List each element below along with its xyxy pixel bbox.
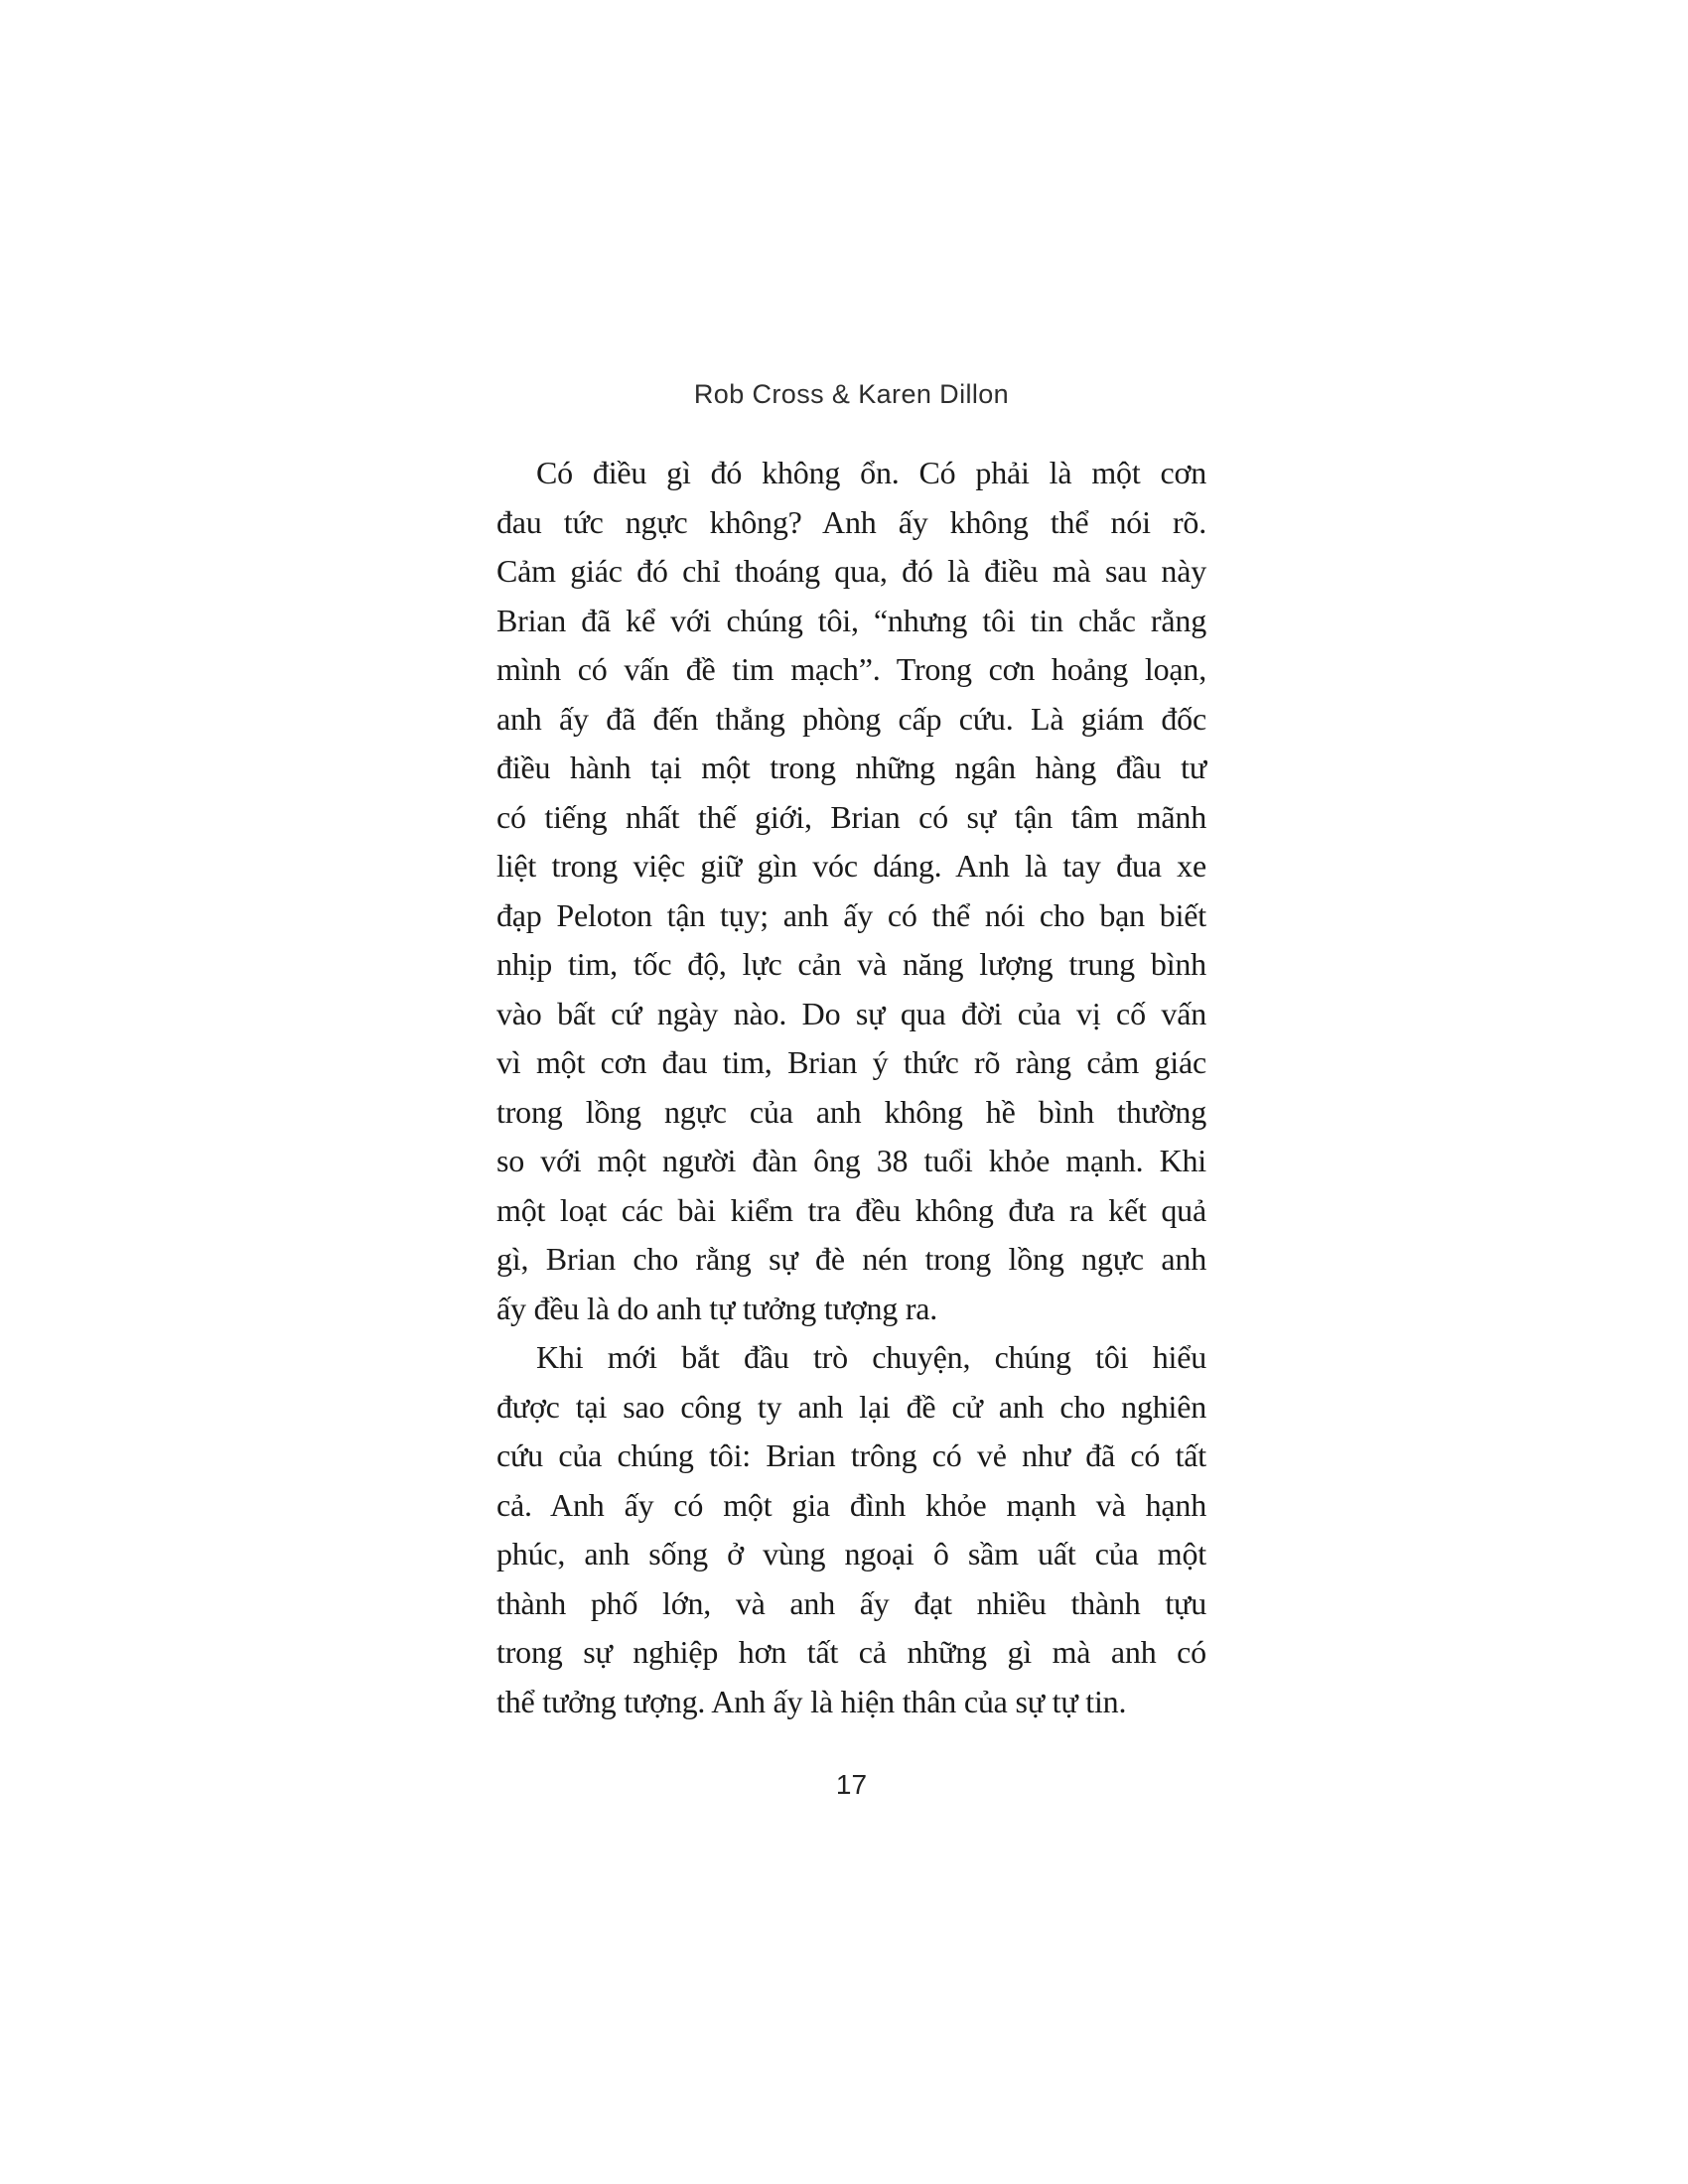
text-line: ấy đều là do anh tự tưởng tượng ra.	[496, 1290, 938, 1326]
text-line: cứu của chúng tôi: Brian trông có vẻ như đã có tất	[496, 1437, 1206, 1473]
text-line: một loạt các bài kiểm tra đều không đưa ra kết quả	[496, 1191, 1206, 1228]
running-header-author: Rob Cross & Karen Dillon	[693, 379, 1010, 409]
text-line: nhịp tim, tốc độ, lực cản và năng lượng trung bình	[496, 946, 1206, 982]
text-line: cả. Anh ấy có một gia đình khỏe mạnh và hạnh	[496, 1486, 1206, 1523]
text-line: so với một người đàn ông 38 tuổi khỏe mạnh. Khi	[496, 1143, 1206, 1178]
text-line: anh ấy đã đến thẳng phòng cấp cứu. Là giám đốc	[496, 700, 1206, 737]
text-line: trong lồng ngực của anh không hề bình thường	[496, 1093, 1206, 1130]
text-line: thành phố lớn, và anh ấy đạt nhiều thành tựu	[496, 1584, 1206, 1621]
text-line: liệt trong việc giữ gìn vóc dáng. Anh là tay đua xe	[496, 848, 1206, 884]
text-line: thể tưởng tượng. Anh ấy là hiện thân của sự tự tin.	[496, 1683, 1127, 1719]
text-line: đạp Peloton tận tụy; anh ấy có thể nói cho bạn biết	[496, 896, 1206, 933]
page-number: 17	[835, 1769, 868, 1800]
text-block	[496, 449, 1206, 1726]
text-line: được tại sao công ty anh lại đề cử anh cho nghiên	[496, 1388, 1206, 1425]
text-line: vì một cơn đau tim, Brian ý thức rõ ràng cảm giác	[496, 1044, 1206, 1080]
text-line: mình có vấn đề tim mạch”. Trong cơn hoảng loạn,	[496, 651, 1206, 687]
text-line: Cảm giác đó chỉ thoáng qua, đó là điều mà sau này	[496, 553, 1206, 589]
text-line: có tiếng nhất thế giới, Brian có sự tận tâm mãnh	[496, 798, 1206, 835]
text-line: trong sự nghiệp hơn tất cả những gì mà anh có	[496, 1634, 1206, 1670]
text-line: Có điều gì đó không ổn. Có phải là một cơn	[536, 455, 1206, 490]
text-line: Brian đã kể với chúng tôi, “nhưng tôi tin chắc rằng	[496, 602, 1206, 638]
text-line: điều hành tại một trong những ngân hàng đầu tư	[496, 750, 1206, 785]
text-line: Khi mới bắt đầu trò chuyện, chúng tôi hiểu	[536, 1339, 1206, 1375]
text-line: gì, Brian cho rằng sự đè nén trong lồng ngực anh	[496, 1241, 1206, 1277]
text-line: đau tức ngực không? Anh ấy không thể nói rõ.	[496, 503, 1206, 540]
text-line: vào bất cứ ngày nào. Do sự qua đời của vị cố vấn	[496, 995, 1206, 1031]
text-line: phúc, anh sống ở vùng ngoại ô sầm uất của một	[496, 1536, 1206, 1571]
